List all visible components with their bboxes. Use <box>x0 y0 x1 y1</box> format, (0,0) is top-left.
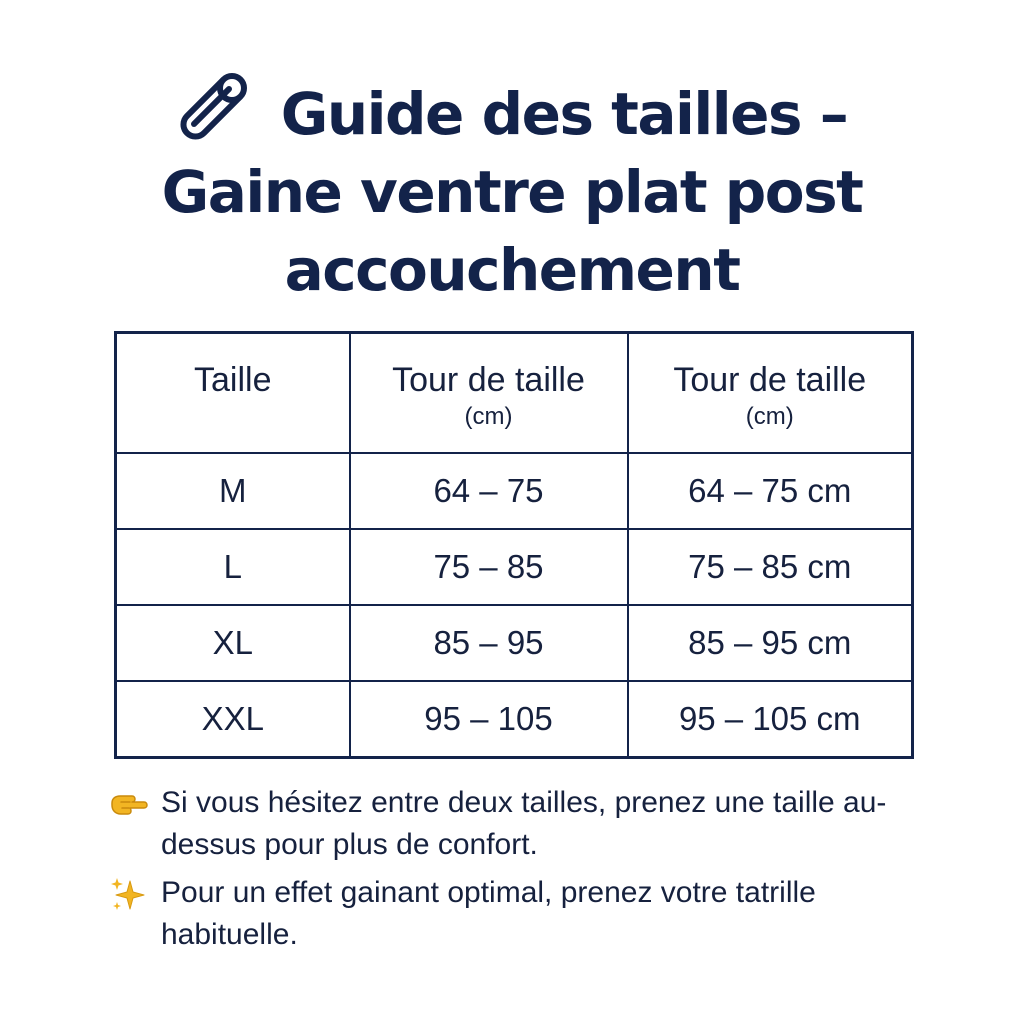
table-row <box>116 605 913 681</box>
note-item <box>108 872 938 956</box>
page-title <box>90 72 934 309</box>
range-cm-cell: 64 – 75 cm <box>628 453 913 529</box>
bandage-roll-icon <box>177 72 251 144</box>
note-text: Pour un effet gainant optimal, prenez votre tatrille habituelle. <box>161 876 816 951</box>
range-cell: 95 – 105 <box>350 681 628 758</box>
header-size <box>116 333 350 454</box>
page-title-text: Guide des tailles – Gaine ventre plat post accouchement <box>161 80 863 304</box>
size-cell: XXL <box>116 681 350 758</box>
header-waist-cm <box>628 333 913 454</box>
range-cell: 85 – 95 <box>350 605 628 681</box>
header-label: Tour de taille <box>392 361 585 399</box>
table-header-row <box>116 333 913 454</box>
note-text: Si vous hésitez entre deux tailles, prenez une taille au-dessus pour plus de confort. <box>161 786 887 861</box>
range-cell: 64 – 75 <box>350 453 628 529</box>
range-cm-cell: 85 – 95 cm <box>628 605 913 681</box>
pointing-hand-icon <box>108 785 148 825</box>
range-cell: 75 – 85 <box>350 529 628 605</box>
size-cell: M <box>116 453 350 529</box>
header-waist <box>350 333 628 454</box>
note-item <box>108 782 938 866</box>
sparkles-icon <box>108 875 148 915</box>
size-table <box>114 331 914 759</box>
range-cm-cell: 95 – 105 cm <box>628 681 913 758</box>
header-unit: (cm) <box>464 403 513 430</box>
range-cm-cell: 75 – 85 cm <box>628 529 913 605</box>
table-row <box>116 681 913 758</box>
table-row <box>116 453 913 529</box>
table-row <box>116 529 913 605</box>
header-unit: (cm) <box>745 403 794 430</box>
size-cell: XL <box>116 605 350 681</box>
size-cell: L <box>116 529 350 605</box>
header-label: Tour de taille <box>673 361 867 399</box>
notes-list <box>108 782 938 962</box>
header-label: Taille <box>194 361 272 399</box>
